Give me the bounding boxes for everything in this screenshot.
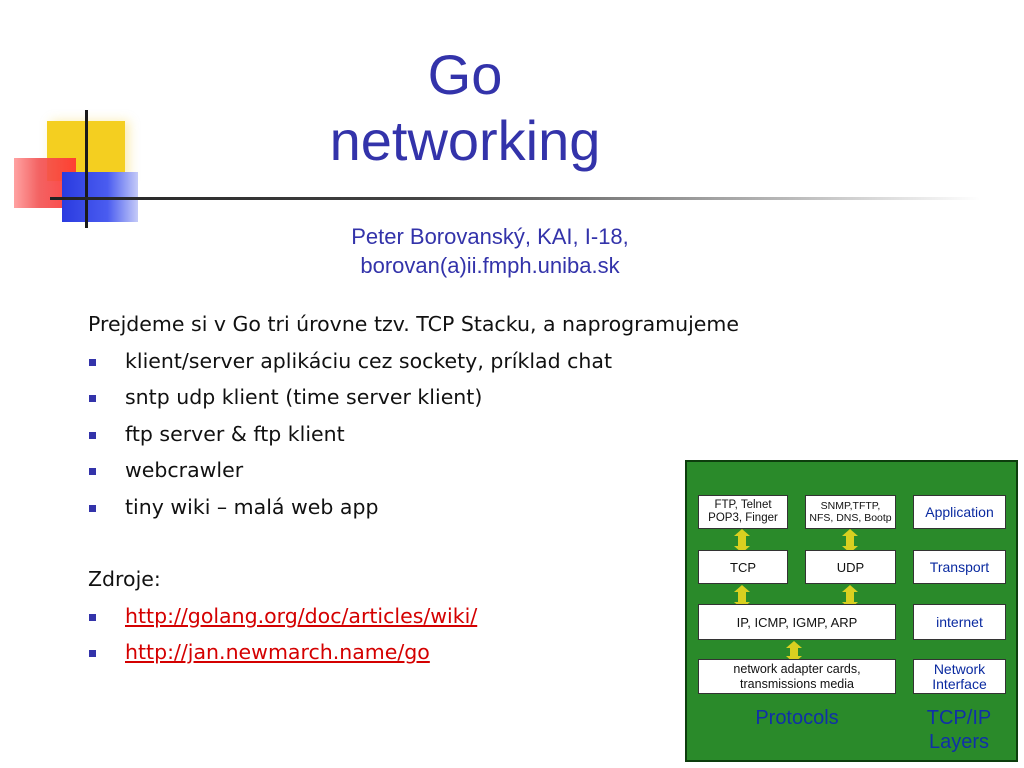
list-item: sntp udp klient (time server klient) (88, 379, 848, 416)
layer-network-interface-line2: Interface (932, 675, 987, 692)
link-newmarch-go[interactable]: http://jan.newmarch.name/go (125, 640, 430, 664)
protocols-label: Protocols (755, 707, 839, 729)
intro-text: Prejdeme si v Go tri úrovne tzv. TCP Stacku, a naprogramujeme (88, 312, 739, 336)
link-golang-wiki[interactable]: http://golang.org/doc/articles/wiki/ (125, 603, 478, 628)
slide-title (230, 42, 700, 174)
list-item: webcrawler (88, 452, 848, 489)
arrow-icon (738, 591, 746, 603)
title-underline (50, 197, 980, 200)
tcpip-label-line2: Layers (928, 731, 990, 753)
app-protocols-2-line1: SNMP,TFTP, (820, 500, 881, 512)
tcpip-layers-label (909, 706, 1009, 754)
title-line-1: Go (427, 43, 503, 106)
arrow-icon (738, 535, 746, 547)
app-protocols-1-line2: POP3, Finger (708, 512, 778, 524)
link-protocols-line2: transmissions media (740, 676, 854, 691)
layer-internet: internet (913, 604, 1006, 640)
list-item: tiny wiki – malá web app (88, 489, 848, 526)
title-line-2: networking (329, 109, 601, 172)
layer-network-interface-line1: Network (933, 660, 986, 677)
list-item: ftp server & ftp klient (88, 416, 848, 453)
arrow-icon (790, 647, 798, 657)
slide-subtitle (290, 222, 690, 280)
app-protocols-box-2 (805, 495, 896, 529)
arrow-icon (846, 591, 854, 603)
deco-vertical-line (85, 110, 88, 228)
app-protocols-2-line2: NFS, DNS, Bootp (809, 512, 892, 524)
sources-label: Zdroje: (88, 567, 161, 591)
tcpip-diagram (685, 460, 1018, 762)
app-protocols-box-1 (698, 495, 788, 529)
subtitle-line-1: Peter Borovanský, KAI, I-18, (351, 224, 629, 249)
link-protocols-box (698, 659, 896, 694)
app-protocols-1-line1: FTP, Telnet (714, 499, 772, 511)
udp-box: UDP (805, 550, 896, 584)
tcpip-label-line1: TCP/IP (926, 707, 992, 729)
layer-application: Application (913, 495, 1006, 529)
internet-protocols-box: IP, ICMP, IGMP, ARP (698, 604, 896, 640)
list-item: klient/server aplikáciu cez sockety, príklad chat (88, 343, 848, 380)
arrow-icon (846, 535, 854, 547)
layer-transport: Transport (913, 550, 1006, 584)
tcp-box: TCP (698, 550, 788, 584)
link-protocols-line1: network adapter cards, (733, 661, 861, 676)
subtitle-line-2: borovan(a)ii.fmph.uniba.sk (360, 253, 620, 278)
layer-network-interface (913, 659, 1006, 694)
